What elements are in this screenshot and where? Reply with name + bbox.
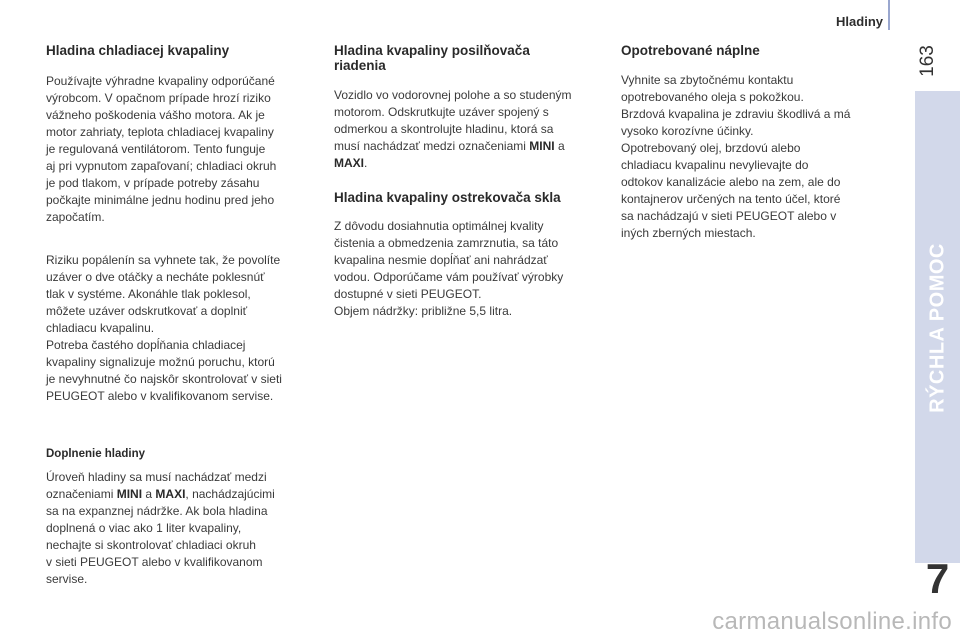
header-divider — [888, 0, 890, 30]
used-fluids-paragraph: Vyhnite sa zbytočnému kontaktu opotrebovaného oleja s pokožkou. Brzdová kvapalina je zdraviu škodlivá a má vysoko korozívne účinky. Opotrebovaný olej, brzdovú alebo chladiacu kvapalinu nevylievajte do odtokov kanalizácie alebo na zem, ale do kontajnerov určených na tento účel, ktoré sa nachádzajú v sieti PEUGEOT alebo v iných zberných miestach. — [621, 73, 851, 240]
section-heading-coolant: Hladina chladiacej kvapaliny — [46, 43, 230, 58]
coolant-paragraph-3: Úroveň hladiny sa musí nachádzať medzi označeniami MINI a MAXI, nachádzajúcimi sa na expanznej nádržke. Ak bola hladina doplnená o viac ako 1 liter kvapaliny, nechajte si skontrolovať chladiaci okruh v sieti PEUGEOT alebo v kvalifikovanom servise. — [46, 470, 275, 586]
section-heading-used-fluids: Opotrebované náplne — [621, 43, 760, 58]
chapter-number: 7 — [925, 555, 950, 602]
coolant-paragraph-1: Používajte výhradne kvapaliny odporúčané výrobcom. V opačnom prípade hrozí riziko vážneho poškodenia vášho motora. Ak je motor zahriaty, teplota chladiacej kvapaliny je regulovaná ventilátorom. Tento funguje aj pri vypnutom zapaľovaní; chladiaci okruh je pod tlakom, v prípade potreby zásahu počkajte minimálne jednu hodinu pred jeho započatím. — [46, 74, 277, 224]
chapter-tab-label: RÝCHLA POMOC — [926, 243, 948, 413]
watermark: carmanualsonline.info — [712, 608, 952, 635]
power-steering-paragraph: Vozidlo vo vodorovnej polohe a so studeným motorom. Odskrutkujte uzáver spojený s odmerkou a skontrolujte hladinu, ktorá sa musí nachádzať medzi označeniami MINI a MAXI. — [334, 88, 572, 170]
section-heading-power-steering: Hladina kvapaliny posilňovača riadenia — [334, 43, 530, 73]
page-number: 163 — [917, 45, 938, 77]
subheading-topping-up: Doplnenie hladiny — [46, 448, 146, 460]
coolant-paragraph-2: Riziku popálenín sa vyhnete tak, že povolíte uzáver o dve otáčky a necháte poklesnúť tlak v systéme. Akonáhle tlak poklesol, môžete uzáver odskrutkovať a doplniť chladiacu kvapalinu. Potreba častého dopĺňania chladiacej kvapaliny signalizuje možnú poruchu, ktorú je nevyhnutné čo najskôr skontrolovať v sieti PEUGEOT alebo v kvalifikovanom servise. — [46, 253, 282, 403]
section-heading-washer: Hladina kvapaliny ostrekovača skla — [334, 190, 561, 205]
page-header-title: Hladiny — [836, 14, 883, 29]
washer-paragraph: Z dôvodu dosiahnutia optimálnej kvality čistenia a obmedzenia zamrznutia, sa táto kvapalina nesmie dopĺňať ani nahrádzať vodou. Odporúčame vám používať výrobky dostupné v sieti PEUGEOT. Objem nádržky: približne 5,5 litra. — [334, 219, 564, 318]
